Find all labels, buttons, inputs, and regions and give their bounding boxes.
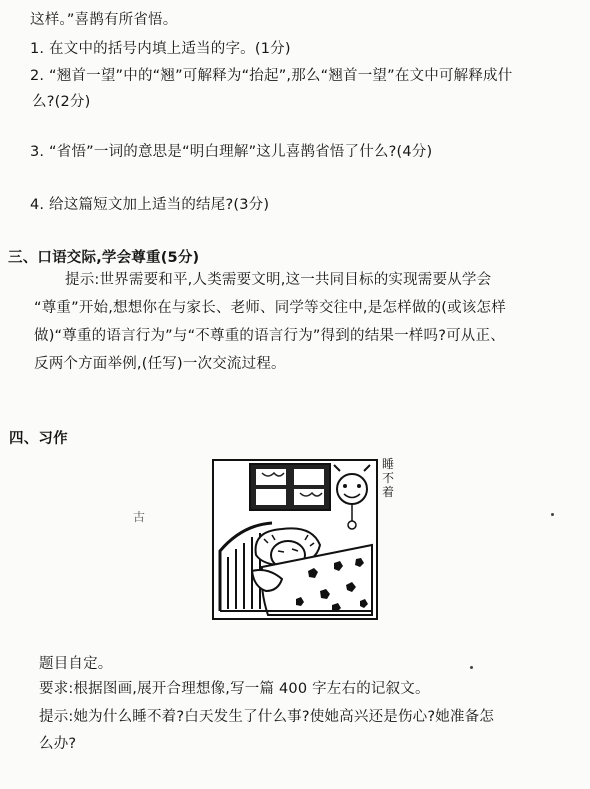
essay-requirement: 要求:根据图画,展开合理想像,写一篇 400 字左右的记叙文。 xyxy=(39,681,430,697)
essay-title-note: 题目自定。 xyxy=(39,656,113,672)
question-3: 3. “省悟”一词的意思是“明白理解”这儿喜鹊省悟了什么?(4分) xyxy=(30,144,433,160)
section-3-heading: 三、口语交际,学会尊重(5分) xyxy=(8,250,200,266)
scan-speck xyxy=(470,666,473,669)
passage-end: 这样。”喜鹊有所省悟。 xyxy=(30,12,178,28)
caption-char-3: 着 xyxy=(381,485,394,499)
question-4: 4. 给这篇短文加上适当的结尾?(3分) xyxy=(30,197,270,213)
caption-char-2: 不 xyxy=(381,471,394,485)
sleepless-girl-illustration xyxy=(212,459,378,620)
section-3-line-4: 反两个方面举例,(任写)一次交流过程。 xyxy=(34,356,286,372)
section-4-heading: 四、习作 xyxy=(9,431,68,447)
section-3-line-1: 提示:世界需要和平,人类需要文明,这一共同目标的实现需要从学会 xyxy=(65,272,492,288)
caption-char-1: 睡 xyxy=(381,457,394,471)
section-3-line-3: 做)“尊重的语言行为”与“不尊重的语言行为”得到的结果一样吗?可从正、 xyxy=(34,328,505,344)
question-2: 2. “翘首一望”中的“翘”可解释为“抬起”,那么“翘首一望”在文中可解释成什 xyxy=(30,68,513,84)
section-3-line-2: “尊重”开始,想想你在与家长、老师、同学等交往中,是怎样做的(或该怎样 xyxy=(34,300,506,316)
question-2-cont: 么?(2分) xyxy=(32,94,91,110)
scan-speck xyxy=(551,513,554,516)
stray-mark: 古 xyxy=(133,510,146,524)
question-1: 1. 在文中的括号内填上适当的字。(1分) xyxy=(30,41,291,57)
essay-hint: 提示:她为什么睡不着?白天发生了什么事?使她高兴还是伤心?她准备怎 xyxy=(39,709,495,725)
essay-hint-cont: 么办? xyxy=(39,736,77,752)
illustration-caption xyxy=(381,457,395,499)
